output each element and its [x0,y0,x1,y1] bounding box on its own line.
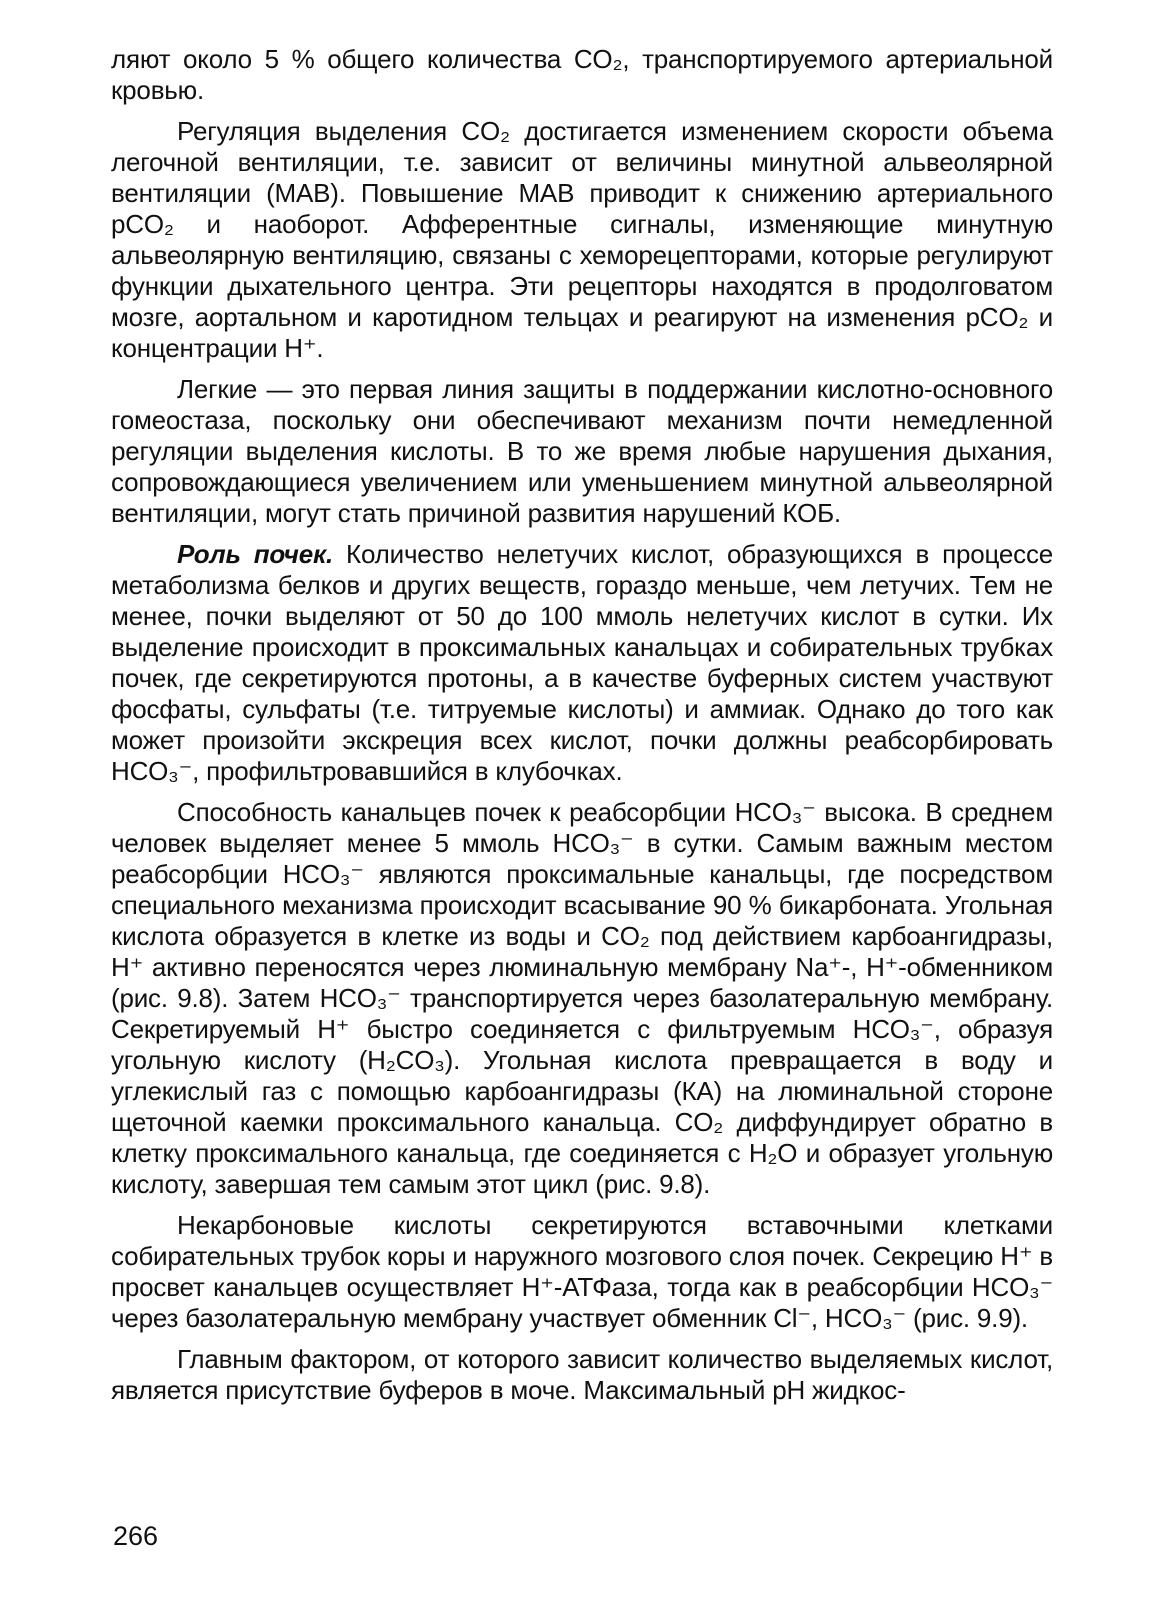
paragraph-text: Регуляция выделения CO₂ достигается изменением скорости объема легочной вентиляции, т.е. зависит от величины минутной альвеолярной вентиляции (МАВ). Повышение МАВ приводит к снижению артериального pCO₂ и наоборот. Афферентные сигналы, изменяющие минутную альвеолярную вентиляцию, связаны с хеморецепторами, которые регулируют функции дыхательного центра. Эти рецепторы находятся в продолговатом мозге, аортальном и каротидном тельцах и реагируют на изменения pCO₂ и концентрации H⁺. [111,116,1053,363]
paragraph-urine-buffers [111,1344,1053,1406]
paragraph-text: ляют около 5 % общего количества CO₂, транспортируемого артериальной кровью. [111,44,1053,105]
paragraph-noncarbonic-acids [111,1210,1053,1334]
paragraph-text: Некарбоновые кислоты секретируются вставочными клетками собирательных трубок коры и наружного мозгового слоя почек. Секрецию H⁺ в просвет канальцев осуществляет H⁺-АТФаза, тогда как в реабсорбции HCO₃⁻ через базолатеральную мембрану участвует обменник Cl⁻, HCO₃⁻ (рис. 9.9). [111,1210,1053,1333]
page-number: 266 [113,1521,159,1551]
paragraph-text: Легкие — это первая линия защиты в поддержании кислотно-основного гомеостаза, поскольку они обеспечивают механизм почти немедленной регуляции выделения кислоты. В то же время любые нарушения дыхания, сопровождающиеся увеличением или уменьшением минутной альвеолярной вентиляции, могут стать причиной развития нарушений КОБ. [111,374,1053,528]
paragraph-continuation [111,44,1053,106]
paragraph-text: Способность канальцев почек к реабсорбции HCO₃⁻ высока. В среднем человек выделяет менее 5 ммоль HCO₃⁻ в сутки. Самым важным местом реабсорбции HCO₃⁻ являются проксимальные канальцы, где посредством специального механизма происходит всасывание 90 % бикарбоната. Угольная кислота образуется в клетке из воды и CO₂ под действием карбоангидразы, H⁺ активно переносятся через люминальную мембрану Na⁺-, H⁺-обменником (рис. 9.8). Затем HCO₃⁻ транспортируется через базолатеральную мембрану. Секретируемый H⁺ быстро соединяется с фильтруемым HCO₃⁻, образуя угольную кислоту (H₂CO₃). Угольная кислота превращается в воду и углекислый газ с помощью карбоангидразы (КА) на люминальной стороне щеточной каемки проксимального канальца. CO₂ диффундирует обратно в клетку проксимального канальца, где соединяется с H₂O и образует угольную кислоту, завершая тем самым этот цикл (рис. 9.8). [111,797,1053,1199]
paragraph-text: Главным фактором, от которого зависит количество выделяемых кислот, является присутствие буферов в моче. Максимальный pH жидкос- [111,1344,1053,1405]
paragraph-kidney-role [111,539,1053,787]
paragraph-co2-regulation [111,116,1053,364]
paragraph-lungs-defense [111,374,1053,529]
body-text [111,44,1053,1416]
paragraph-text: Количество нелетучих кислот, образующихся в процессе метаболизма белков и других веществ, гораздо меньше, чем летучих. Тем не менее, почки выделяют от 50 до 100 ммоль нелетучих кислот в сутки. Их выделение происходит в проксимальных канальцах и собирательных трубках почек, где секретируются протоны, а в качестве буферных систем участвуют фосфаты, сульфаты (т.е. титруемые кислоты) и аммиак. Однако до того как может произойти экскреция всех кислот, почки должны реабсорбировать HCO₃⁻, профильтровавшийся в клубочках. [111,539,1054,786]
paragraph-bicarbonate-reabsorption [111,797,1053,1200]
run-in-heading: Роль почек. [177,539,334,569]
